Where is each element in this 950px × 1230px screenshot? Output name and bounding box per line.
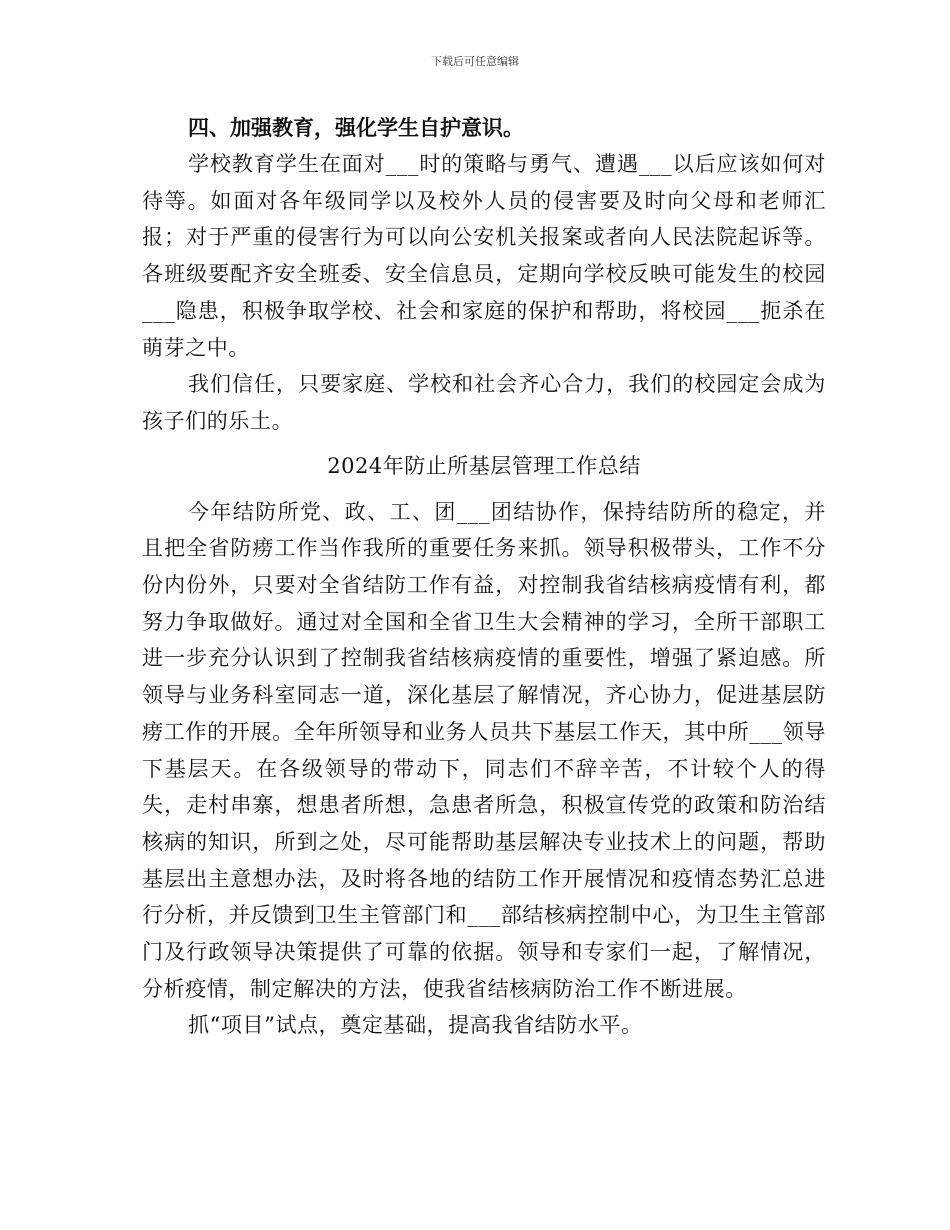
section-paragraph-1: 学校教育学生在面对___时的策略与勇气、遭遇___以后应该如何对待等。如面对各年级同学以及校外人员的侵害要及时向父母和老师汇报；对于严重的侵害行为可以向公安机关报案或者向人民法院起诉等。各班级要配齐安全班委、安全信息员，定期向学校反映可能发生的校园___隐患，积极争取学校、社会和家庭的保护和帮助，将校园___扼杀在萌芽之中。 [142, 152, 826, 360]
body-paragraph-2: 抓“项目”试点，奠定基础，提高我省结防水平。 [188, 1013, 643, 1038]
body-paragraph-1: 今年结防所党、政、工、团___团结协作，保持结防所的稳定，并且把全省防痨工作当作我所的重要任务来抓。领导积极带头，工作不分份内份外，只要对全省结防工作有益，对控制我省结核病疫情有利，都努力争取做好。通过对全国和全省卫生大会精神的学习，全所干部职工进一步充分认识到了控制我省结核病疫情的重要性，增强了紧迫感。所领导与业务科室同志一道，深化基层了解情况，齐心协力，促进基层防痨工作的开展。全年所领导和业务人员共下基层工作天，其中所___领导下基层天。在各级领导的带动下，同志们不辞辛苦，不计较个人的得失，走村串寨，想患者所想，急患者所急，积极宣传党的政策和防治结核病的知识，所到之处，尽可能帮助基层解决专业技术上的问题，帮助基层出主意想办法，及时将各地的结防工作开展情况和疫情态势汇总进行分析，并反馈到卫生主管部门和___部结核病控制中心，为卫生主管部门及行政领导决策提供了可靠的依据。领导和专家们一起，了解情况，分析疫情，制定解决的方法，使我省结核病防治工作不断进展。 [142, 499, 826, 1001]
section-paragraph-2: 我们信任，只要家庭、学校和社会齐心合力，我们的校园定会成为孩子们的乐土。 [142, 372, 826, 433]
document-body [142, 110, 826, 1044]
document-title: 2024年防止所基层管理工作总结 [327, 453, 641, 478]
section-heading: 四、加强教育，强化学生自护意识。 [188, 115, 524, 140]
header-note: 下载后可任意编辑 [431, 55, 519, 68]
